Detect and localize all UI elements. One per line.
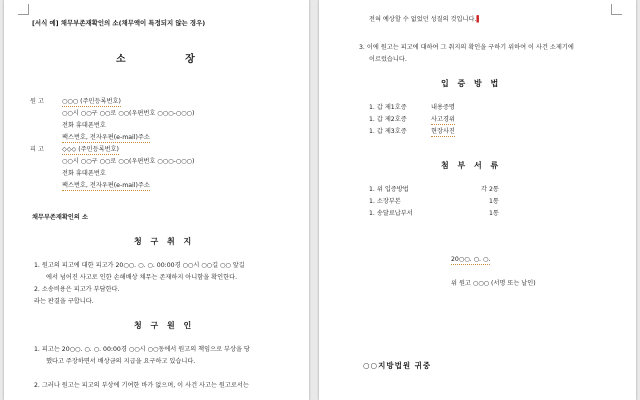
evidence-number: 1. 갑 제3호증 <box>369 128 407 135</box>
document-page-left <box>4 0 309 400</box>
document-page-right <box>319 0 636 400</box>
document-title: 소 장 <box>116 54 223 65</box>
plaintiff-fax-email: 팩스번호, 전자우편(e-mail)주소 <box>62 134 150 141</box>
claim-line: 1. 원고의 피고에 대한 피고가 20○○. ○. ○. 00:00경 ○○시 ○○길 ○○ 앞길 <box>34 262 245 269</box>
attachment-count: 각 2통 <box>481 186 499 193</box>
claim-line: 라는 판결을 구합니다. <box>34 298 94 305</box>
attachment-name: 1. 송달료납부서 <box>369 210 413 217</box>
defendant-label: 피 고 <box>30 146 44 153</box>
claim-heading: 청 구 취 지 <box>134 237 195 246</box>
paragraph-3-line: 3. 이에 원고는 피고에 대하여 그 취지의 확인을 구하기 위하여 이 사건 소제기에 <box>359 44 574 51</box>
attachment-name: 1. 위 입증방법 <box>369 186 409 193</box>
attachment-name: 1. 소장부본 <box>369 198 401 205</box>
defendant-phone: 전화 휴대폰번호 <box>62 170 106 177</box>
evidence-number: 1. 갑 제2호증 <box>369 116 407 123</box>
defendant-fax-email: 팩스번호, 전자우편(e-mail)주소 <box>62 182 150 189</box>
claim-line: 에서 넘어진 사고로 인한 손해배상 채무는 존재하지 아니함을 확인한다. <box>46 274 238 281</box>
defendant-address: ○○시 ○○구 ○○로 ○○(우편번호 ○○○-○○○) <box>62 158 195 165</box>
defendant-name: ◇◇◇ (주민등록번호) <box>62 146 119 153</box>
cause-line: 했다고 주장하면서 배상금의 지급을 요구하고 있습니다. <box>46 358 196 365</box>
evidence-description: 내용증명 <box>431 104 455 111</box>
evidence-number: 1. 갑 제1호증 <box>369 104 407 111</box>
plaintiff-address: ○○시 ○○구 ○○로 ○○(우편번호 ○○○-○○○) <box>62 110 195 117</box>
cause-heading: 청 구 원 인 <box>134 321 195 330</box>
plaintiff-label: 원 고 <box>30 98 44 105</box>
page-corner-mark <box>611 4 622 15</box>
form-title: [서식 예] 채무부존재확인의 소(채무액이 특정되지 않는 경우) <box>32 19 206 27</box>
cause-line: 2. 그러나 원고는 피고의 부상에 기여한 바가 없으며, 이 사건 사고는 원고로서는 <box>34 382 249 389</box>
case-name: 채무부존재확인의 소 <box>32 214 88 221</box>
page-corner-mark <box>18 4 29 15</box>
attachment-count: 1통 <box>489 210 499 217</box>
claim-line: 2. 소송비용은 피고가 부담한다. <box>34 286 120 293</box>
cause-line: 1. 피고는 20○○. ○. ○. 00:00경 ○○시 ○○동에서 원고의 책임으로 부상을 당 <box>34 346 250 353</box>
plaintiff-name: ○○○ (주민등록번호) <box>62 98 121 105</box>
filing-date: 20○○. ○. ○. <box>451 256 491 263</box>
attachment-count: 1통 <box>489 198 499 205</box>
evidence-description: 현장사진 <box>431 128 455 135</box>
evidence-heading: 입 증 방 법 <box>441 79 502 88</box>
evidence-description: 사고경위 <box>431 116 455 123</box>
plaintiff-phone: 전화 휴대폰번호 <box>62 122 106 129</box>
continued-text: 전혀 예상할 수 없었던 성질의 것입니다.▌ <box>369 16 482 23</box>
court-name: ○○지방법원 귀중 <box>363 361 432 370</box>
signature-line: 위 원고 ○○○ (서명 또는 날인) <box>451 280 536 287</box>
paragraph-3-line: 이르렀습니다. <box>369 56 407 63</box>
attachments-heading: 첨 부 서 류 <box>441 161 502 170</box>
